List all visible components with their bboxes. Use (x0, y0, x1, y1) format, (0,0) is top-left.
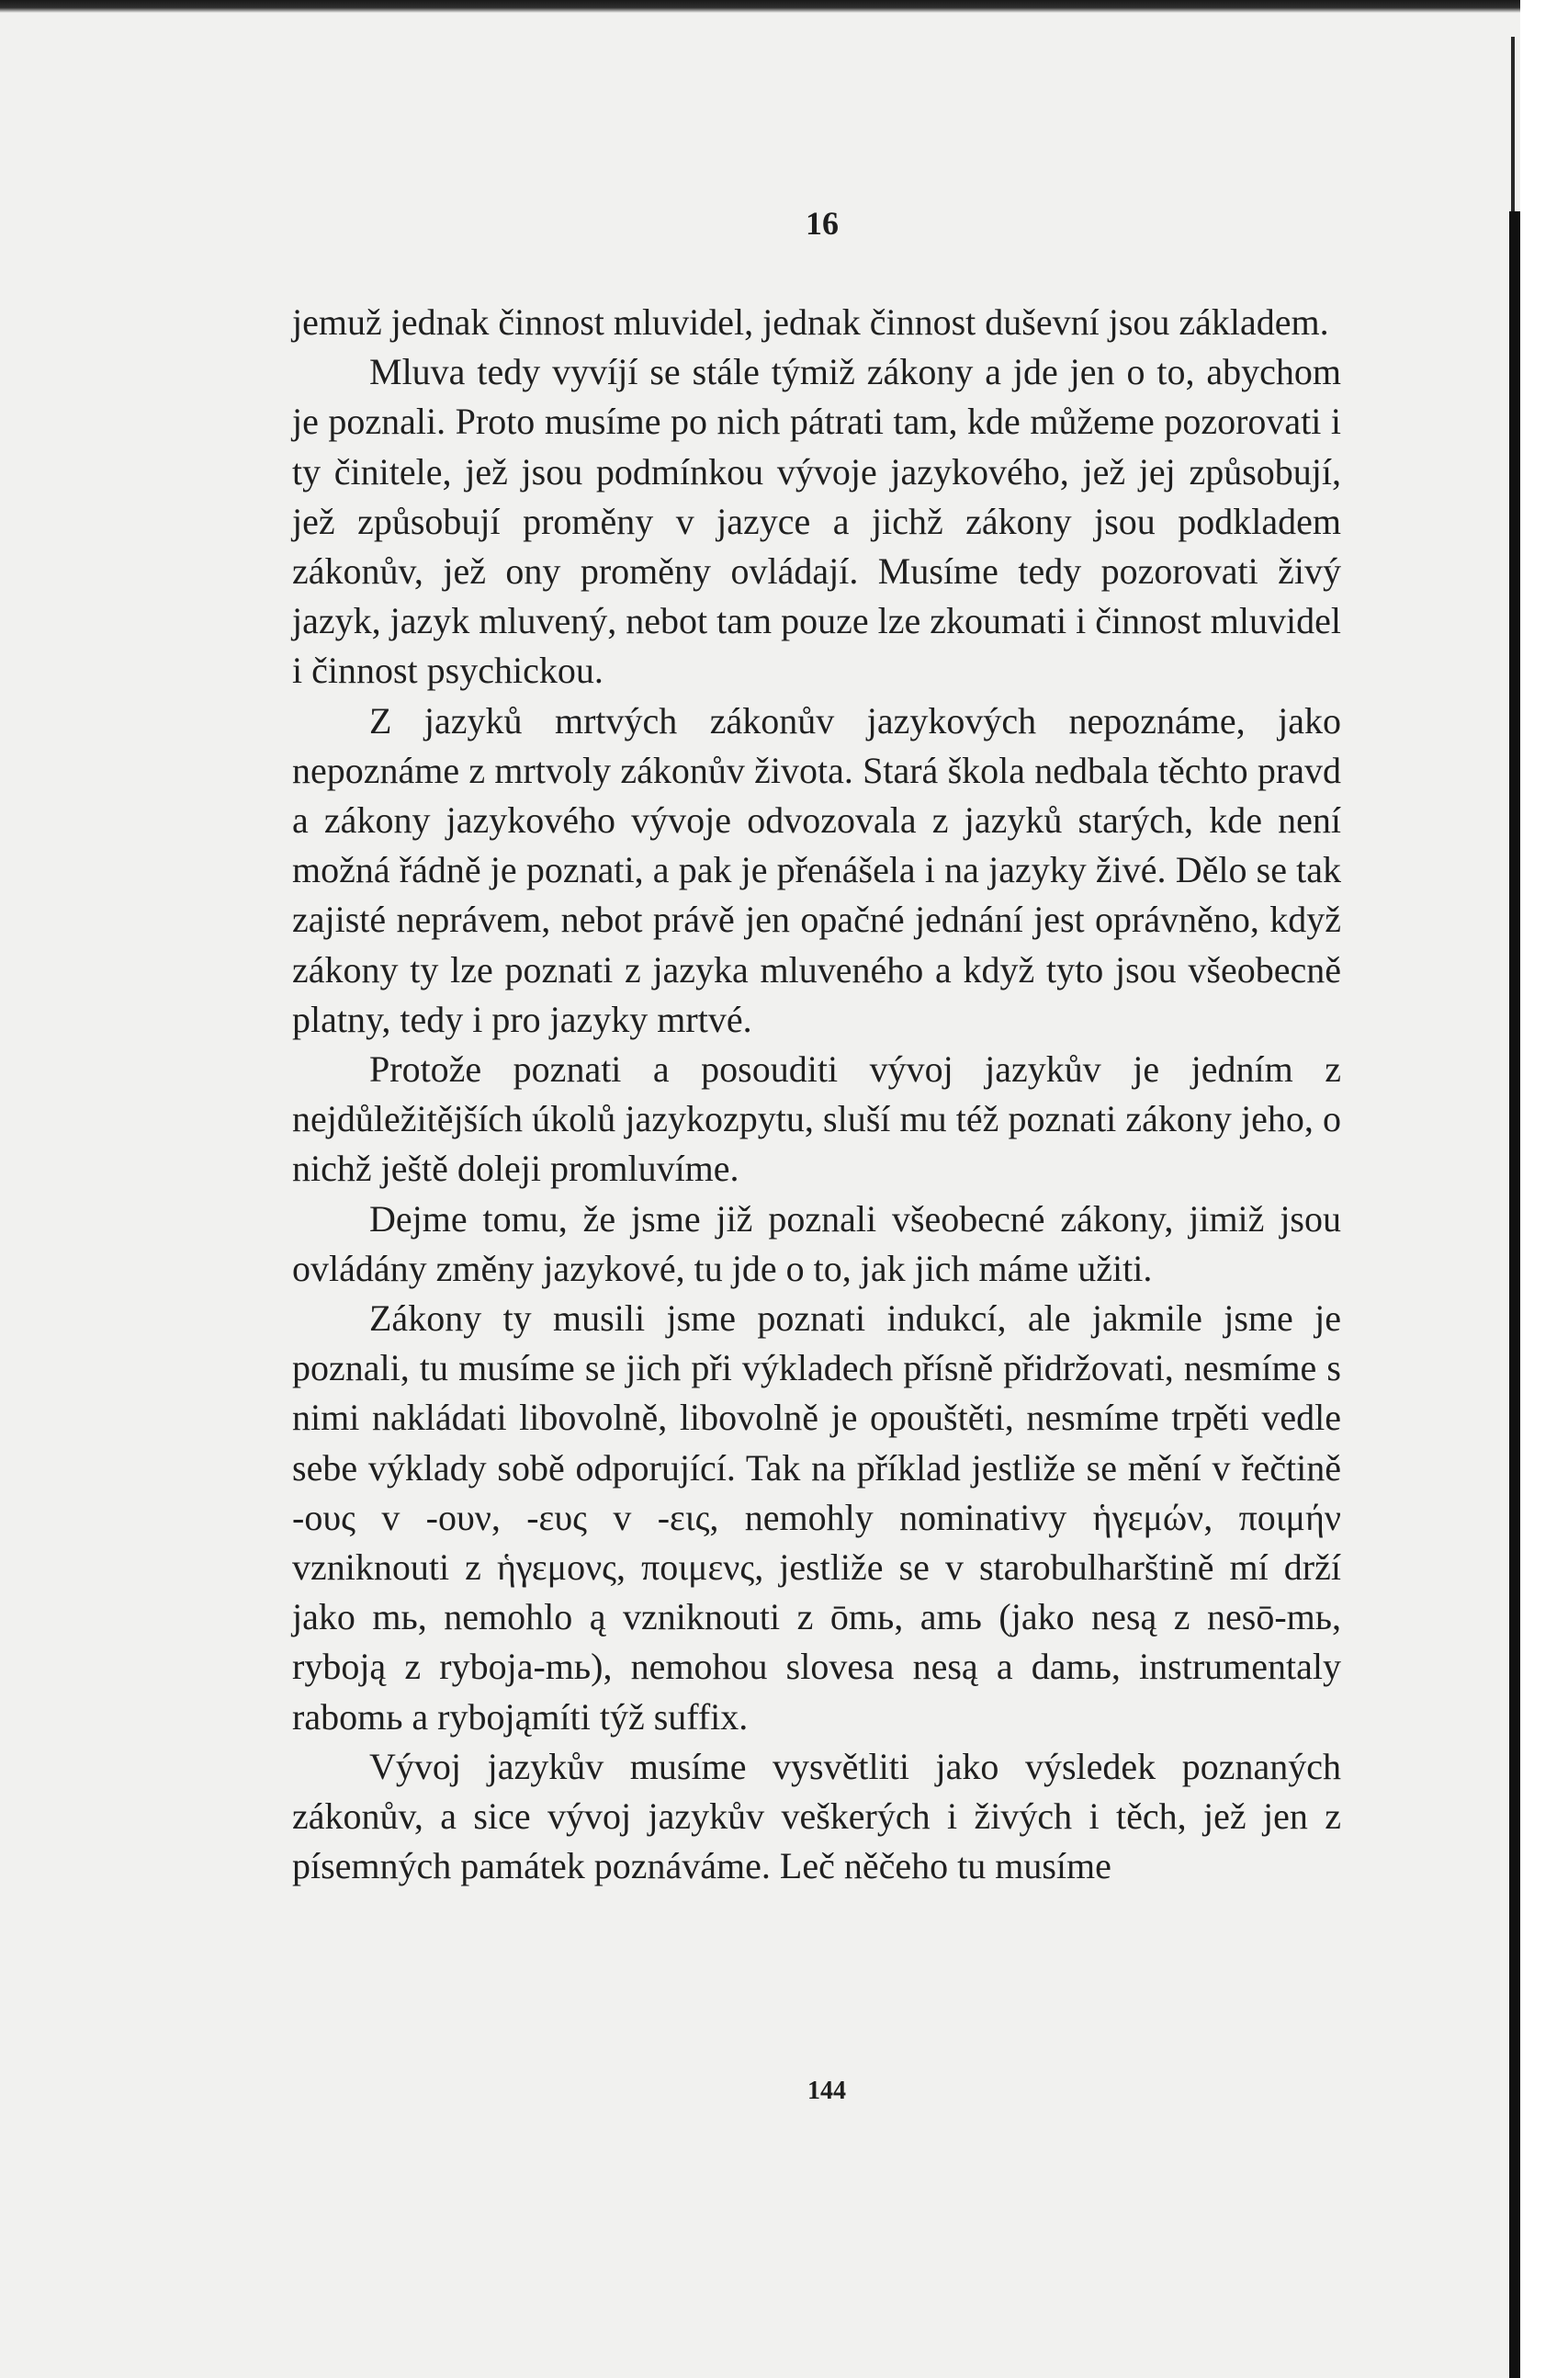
printer-signature: 144 (807, 2077, 846, 2105)
scan-right-margin (1520, 0, 1568, 2378)
paragraph: Protože poznati a posouditi vývoj jazykův je jedním z nejdůležitějších úkolů jazykozpytu, sluší mu též poznati zákony jeho, o nichž ještě doleji promluvíme. (292, 1048, 1341, 1190)
paragraph-continued: jemuž jednak činnost mluvidel, jednak činnost duševní jsou základem. (292, 301, 1329, 343)
page-number: 16 (806, 205, 839, 242)
paragraph: Vývoj jazykův musíme vysvětliti jako výsledek poznaných zákonův, a sice vývoj jazykův veškerých i živých i těch, jež jen z písemných památek poznáváme. Leč něčeho tu musíme (292, 1745, 1341, 1887)
scan-top-edge (0, 0, 1568, 13)
paragraph: Mluva tedy vyvíjí se stále týmiž zákony a jde jen o to, abychom je poznali. Proto musíme po nich pátrati tam, kde můžeme pozorovati i ty činitele, jež jsou podmínkou vývoje jazykového, jež jej způsobují, jež způsobují proměny v jazyce a jichž zákony jsou podkladem zákonův, jež ony proměny ovládají. Musíme tedy pozorovati živý jazyk, jazyk mluvený, nebot tam pouze lze zkoumati i činnost mluvidel i činnost psychickou. (292, 351, 1341, 692)
scan-binding-shadow-upper (1511, 37, 1515, 221)
paragraph: Z jazyků mrtvých zákonův jazykových nepoznáme, jako nepoznáme z mrtvoly zákonův života. Stará škola nedbala těchto pravd a zákony jazykového vývoje odvozovala z jazyků starých, kde není možná řádně je poznati, a pak je přenášela i na jazyky živé. Dělo se tak zajisté neprávem, nebot právě jen opačné jednání jest oprávněno, když zákony ty lze poznati z jazyka mluveného a když tyto jsou všeobecně platny, tedy i pro jazyky mrtvé. (292, 699, 1341, 1040)
scan-binding-shadow (1509, 211, 1520, 2378)
paragraph: Dejme tomu, že jsme již poznali všeobecné zákony, jimiž jsou ovládány změny jazykové, tu jde o to, jak jich máme užiti. (292, 1197, 1341, 1289)
body-text (292, 298, 1341, 1892)
paragraph: Zákony ty musili jsme poznati indukcí, ale jakmile jsme je poznali, tu musíme se jich při výkladech přísně přidržovati, nesmíme s nimi nakládati libovolně, libovolně je opouštěti, nesmíme trpěti vedle sebe výklady sobě odporující. Tak na příklad jestliže se mění v řečtině -ους v -ουν, -ευς v -εις, nemohly nominativy ἡγεμών, ποιμήν vzniknouti z ἡγεμονς, ποιμενς, jestliže se v starobulharštině mí drží jako mь, nemohlo ą vzniknouti z ōmь, amь (jako nesą z nesō-mь, ryboją z ryboja-mь), nemohou slovesa nesą a damь, instrumentaly rabomь a rybojąmíti týž suffix. (292, 1297, 1341, 1738)
